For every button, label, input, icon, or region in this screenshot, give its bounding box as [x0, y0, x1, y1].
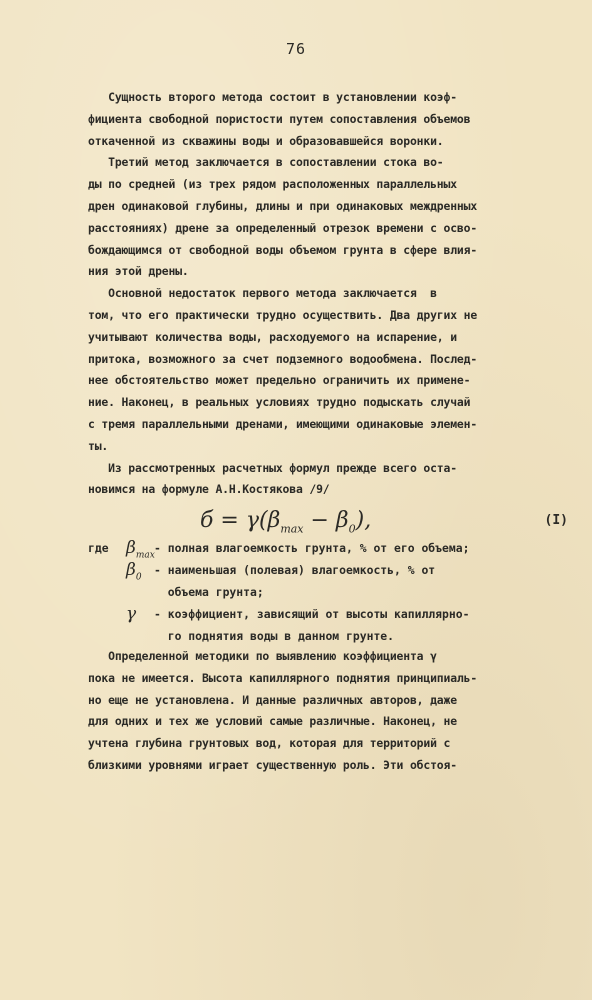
text-line: для одних и тех же условий самые различные. Наконец, не [88, 714, 457, 729]
formula-sub-zero: 0 [348, 522, 356, 536]
symbol-char: β [126, 560, 136, 580]
text-line: бождающимся от свободной воды объемом грунта в сфере влия- [88, 242, 478, 257]
text-line: нее обстоятельство может предельно ограничить их примене- [88, 373, 471, 388]
text-line: Определенной методики по выявлению коэффициента γ [88, 649, 437, 663]
definition-text: объема грунта; [154, 585, 264, 599]
definition-text: - коэффициент, зависящий от высоты капиллярно- [154, 607, 470, 621]
text-line: ния этой дрены. [88, 264, 189, 279]
text-line: учтена глубина грунтовых вод, которая для территорий с [88, 736, 451, 751]
formula [200, 505, 572, 537]
formula-sub-max: max [280, 522, 304, 536]
symbol-sub: 0 [135, 572, 142, 583]
text-line: том, что его практически трудно осуществить. Два других не [88, 307, 478, 322]
text-line: расстояниях) дрене за определенный отрезок времени с осво- [88, 220, 478, 235]
body-text-top [88, 87, 572, 501]
text-line: фициента свободной пористости путем сопоставления объемов [88, 111, 471, 126]
text-line: Третий метод заключается в сопоставлении стока во- [88, 155, 444, 170]
text-line: но еще не установлена. И данные различных авторов, даже [88, 692, 457, 707]
symbol-char: γ [126, 604, 137, 624]
definition-symbol [126, 560, 142, 589]
text-line: притока, возможного за счет подземного водообмена. Послед- [88, 351, 478, 366]
where-word: где [88, 541, 109, 555]
text-line: дрен одинаковой глубины, длины и при одинаковых междренных [88, 198, 478, 213]
text-line: учитывают количества воды, расходуемого на испарение, и [88, 329, 457, 344]
text-line: Из рассмотренных расчетных формул прежде всего оста- [88, 460, 457, 475]
text-line: пока не имеется. Высота капиллярного поднятия принципиаль- [88, 670, 478, 685]
symbol-sub: max [135, 550, 155, 561]
text-line: с тремя параллельными дренами, имеющими одинаковые элемен- [88, 416, 478, 431]
text-line: ты. [88, 438, 109, 453]
text-line: новимся на формуле А.Н.Костякова /9/ [88, 482, 330, 497]
page-number: 76 [285, 40, 307, 58]
body-text-bottom [88, 646, 572, 777]
formula-mid: − β [303, 508, 349, 533]
definition-text: - наименьшая (полевая) влагоемкость, % от [154, 563, 436, 577]
formula-number: (I) [544, 513, 568, 528]
formula-rhs: ), [355, 508, 372, 533]
symbol-char: β [126, 538, 136, 558]
formula-lhs: б = γ(β [200, 508, 281, 533]
text-line: ды по средней (из трех рядом расположенных параллельных [88, 177, 457, 192]
definition-text: го поднятия воды в данном грунте. [154, 629, 395, 643]
definition-symbol [126, 604, 136, 626]
definition-text: - полная влагоемкость грунта, % от его объема; [154, 541, 470, 555]
text-line: Основной недостаток первого метода заключается в [88, 286, 437, 301]
text-line: близкими уровнями играет существенную роль. Эти обстоя- [88, 757, 457, 772]
text-line: откаченной из скважины воды и образовавшейся воронки. [88, 133, 444, 148]
text-line: ние. Наконец, в реальных условиях трудно подыскать случай [88, 395, 471, 410]
text-line: Сущность второго метода состоит в установлении коэф- [88, 90, 457, 104]
